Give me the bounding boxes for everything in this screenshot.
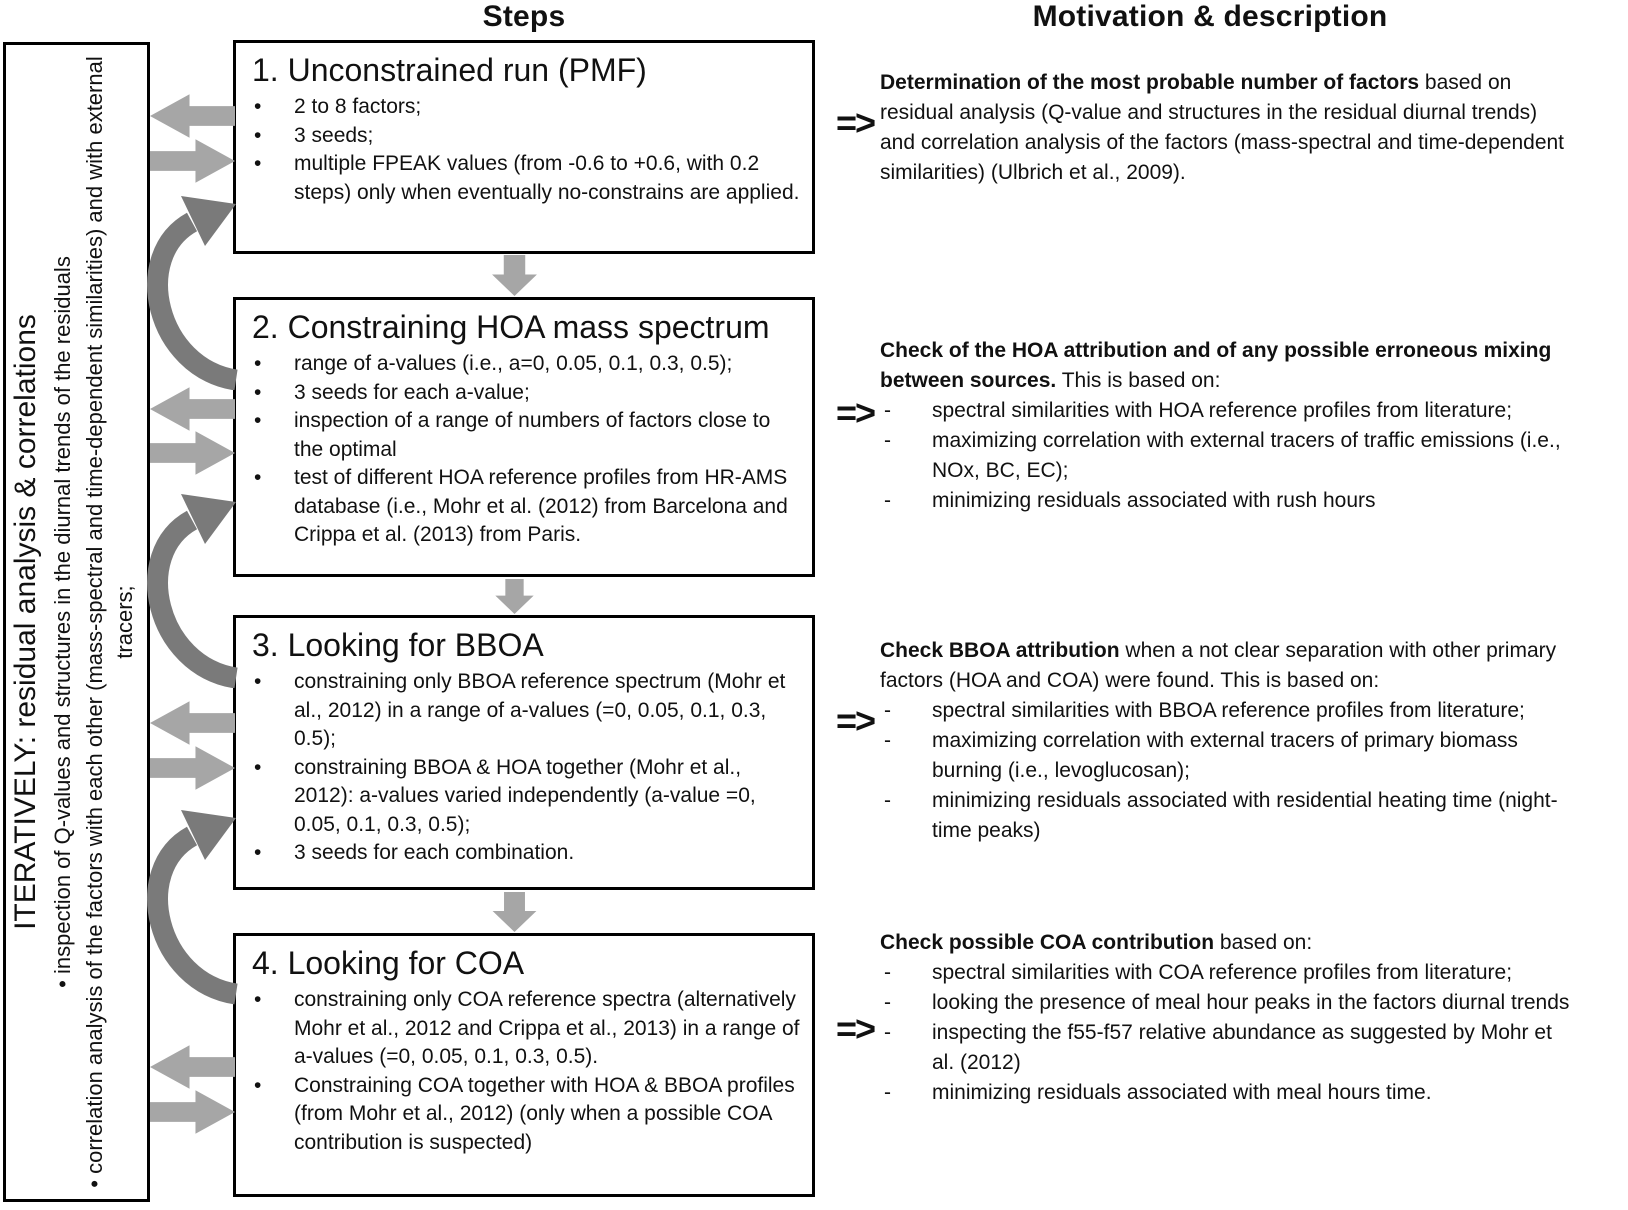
step-3-bullet-list — [236, 668, 812, 868]
motivation-block-3 — [880, 636, 1574, 846]
motivation-3-lead: Check BBOA attribution — [880, 639, 1120, 662]
motivation-2-item: - spectral similarities with HOA reference profiles from literature; — [880, 396, 1574, 426]
motivation-block-2 — [880, 336, 1574, 516]
step-box-4 — [233, 933, 815, 1197]
motivation-3-item: - minimizing residuals associated with residential heating time (night-time peaks) — [880, 786, 1574, 846]
motivation-column-header: Motivation & description — [1032, 0, 1388, 33]
step-2-bullet: • test of different HOA reference profiles from HR-AMS database (i.e., Mohr et al. (2012) from Barcelona and Crippa et al. (2013) from Paris. — [236, 464, 812, 550]
step-1-bullet: • multiple FPEAK values (from -0.6 to +0.6, with 0.2 steps) only when eventually no-constrains are applied. — [236, 150, 812, 207]
step-1-bullet: • 3 seeds; — [236, 122, 812, 151]
down-arrow-icon — [492, 892, 537, 932]
left-arrow-icon — [150, 701, 235, 745]
right-arrow-icon — [150, 746, 235, 790]
step-box-1 — [233, 40, 815, 254]
motivation-2-lead: Check of the HOA attribution and of any possible erroneous mixing between sources. — [880, 339, 1552, 392]
implies-arrow: => — [836, 700, 875, 741]
motivation-block-4 — [880, 928, 1574, 1108]
step-box-2 — [233, 297, 815, 577]
sidebar-item-q-values: • inspection of Q-values and structures in the diurnal trends of the residuals — [48, 45, 78, 1199]
step-4-bullet-list — [236, 986, 812, 1157]
left-arrow-icon — [150, 1045, 235, 1089]
motivation-3-item: - maximizing correlation with external tracers of primary biomass burning (i.e., levoglucosan); — [880, 726, 1574, 786]
motivation-2-item: - minimizing residuals associated with rush hours — [880, 486, 1574, 516]
step-1-bullet-list — [236, 93, 812, 207]
step-3-bullet: • constraining BBOA & HOA together (Mohr et al., 2012): a-values varied independently (a-value =0, 0.05, 0.1, 0.3, 0.5); — [236, 754, 812, 840]
motivation-4-item: - minimizing residuals associated with meal hours time. — [880, 1078, 1574, 1108]
motivation-3-text: when a not clear separation with other primary factors (HOA and COA) were found. This is based on: — [880, 639, 1557, 692]
motivation-4-item: - looking the presence of meal hour peaks in the factors diurnal trends — [880, 988, 1574, 1018]
feedback-curve-arrow-icon — [128, 190, 238, 390]
step-2-bullet: • 3 seeds for each a-value; — [236, 379, 812, 408]
left-arrow-icon — [150, 94, 235, 138]
implies-arrow: => — [836, 102, 875, 143]
sidebar-title: ITERATIVELY: residual analysis & correlations — [9, 314, 42, 930]
step-4-bullet: • Constraining COA together with HOA & BBOA profiles (from Mohr et al., 2012) (only when a possible COA contribution is suspected) — [236, 1072, 812, 1158]
step-2-title: 2. Constraining HOA mass spectrum — [252, 309, 770, 345]
step-1-title: 1. Unconstrained run (PMF) — [252, 52, 647, 88]
motivation-3-item: - spectral similarities with BBOA reference profiles from literature; — [880, 696, 1574, 726]
step-2-bullet-list — [236, 350, 812, 550]
motivation-4-list — [880, 958, 1574, 1108]
right-arrow-icon — [150, 139, 235, 183]
steps-column-header: Steps — [482, 0, 566, 33]
step-4-title: 4. Looking for COA — [252, 945, 525, 981]
right-arrow-icon — [150, 431, 235, 475]
step-3-bullet: • constraining only BBOA reference spectrum (Mohr et al., 2012) in a range of a-values (=0, 0.05, 0.1, 0.3, 0.5); — [236, 668, 812, 754]
motivation-3-list — [880, 696, 1574, 846]
step-4-bullet: • constraining only COA reference spectra (alternatively Mohr et al., 2012 and Crippa et al., 2013) in a range of a-values (=0, 0.05, 0.1, 0.3, 0.5). — [236, 986, 812, 1072]
motivation-2-item: - maximizing correlation with external tracers of traffic emissions (i.e., NOx, BC, EC); — [880, 426, 1574, 486]
feedback-curve-arrow-icon — [128, 488, 238, 688]
motivation-2-text: This is based on: — [1056, 369, 1221, 392]
motivation-block-1 — [880, 68, 1574, 188]
right-arrow-icon — [150, 1090, 235, 1134]
step-2-bullet: • range of a-values (i.e., a=0, 0.05, 0.1, 0.3, 0.5); — [236, 350, 812, 379]
motivation-1-text: based on residual analysis (Q-value and structures in the residual diurnal trends) and correlation analysis of the factors (mass-spectral and time-dependent similarities) (Ulbrich et al., 2009). — [880, 71, 1565, 184]
motivation-4-text: based on: — [1214, 931, 1313, 954]
step-2-bullet: • inspection of a range of numbers of factors close to the optimal — [236, 407, 812, 464]
motivation-1-lead: Determination of the most probable number of factors — [880, 71, 1420, 94]
implies-arrow: => — [836, 392, 875, 433]
step-3-bullet: • 3 seeds for each combination. — [236, 839, 812, 868]
motivation-4-item: - inspecting the f55-f57 relative abundance as suggested by Mohr et al. (2012) — [880, 1018, 1574, 1078]
down-arrow-icon — [492, 255, 537, 296]
step-1-bullet: • 2 to 8 factors; — [236, 93, 812, 122]
motivation-4-item: - spectral similarities with COA reference profiles from literature; — [880, 958, 1574, 988]
motivation-2-list — [880, 396, 1574, 516]
down-arrow-icon — [492, 579, 537, 614]
step-box-3 — [233, 615, 815, 890]
step-3-title: 3. Looking for BBOA — [252, 627, 544, 663]
sidebar-item-correlation: • correlation analysis of the factors with each other (mass-spectral and time-dependent similarities) and with external tracers; — [80, 45, 140, 1199]
feedback-curve-arrow-icon — [128, 798, 238, 1010]
implies-arrow: => — [836, 1008, 875, 1049]
sidebar-rotated-content — [6, 45, 147, 1199]
left-arrow-icon — [150, 387, 235, 431]
motivation-4-lead: Check possible COA contribution — [880, 931, 1215, 954]
